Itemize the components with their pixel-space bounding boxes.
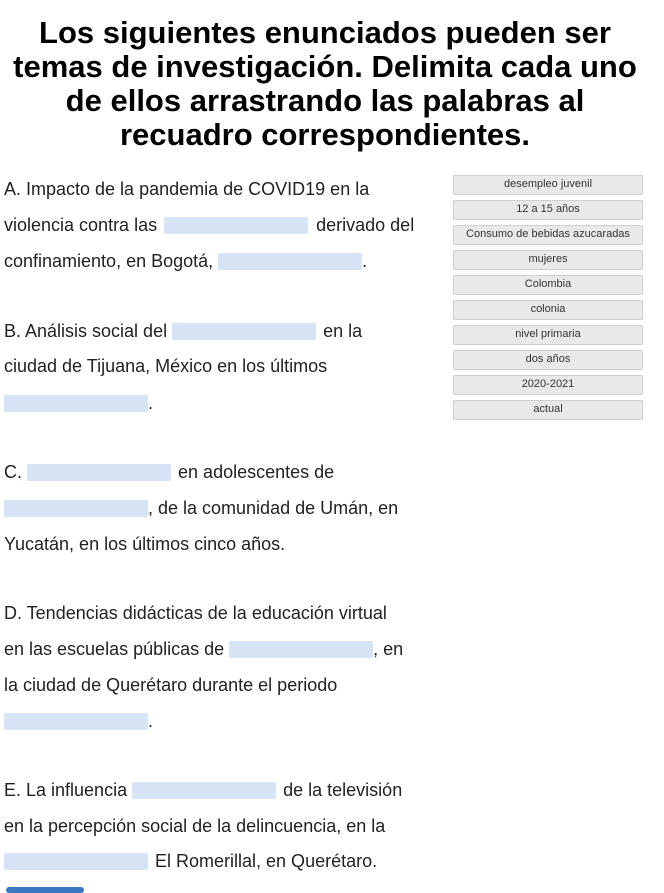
statement-a-text-1: A. Impacto de la pandemia de COVID19 en la — [4, 179, 370, 199]
statement-e-line-3 — [4, 850, 377, 872]
drop-slot-b1[interactable] — [172, 323, 316, 340]
statement-c-text-1b: en adolescentes de — [178, 462, 335, 482]
word-chip[interactable]: 12 a 15 años — [453, 200, 643, 220]
statement-d-line-2 — [4, 638, 403, 660]
statement-b-line-1 — [4, 320, 362, 342]
statement-c-line-1 — [4, 461, 334, 483]
word-chip[interactable]: mujeres — [453, 250, 643, 270]
statement-e-text-3b: El Romerillal, en Querétaro. — [155, 851, 378, 871]
statement-a-text-3b: . — [362, 251, 368, 271]
word-chip[interactable]: actual — [453, 400, 643, 420]
statement-e-line-2 — [4, 815, 385, 837]
statement-d-line-4 — [4, 710, 153, 732]
drop-slot-e1[interactable] — [132, 782, 276, 799]
statement-c-text-1a: C. — [4, 462, 22, 482]
word-chip[interactable]: nivel primaria — [453, 325, 643, 345]
statement-a-text-3a: confinamiento, en Bogotá, — [4, 251, 214, 271]
statement-b-line-2 — [4, 355, 327, 377]
statement-d-text-4b: . — [148, 711, 154, 731]
statement-e-text-1a: E. La influencia — [4, 780, 128, 800]
statement-d-text-2b: , en — [373, 639, 404, 659]
statement-d-line-3 — [4, 674, 337, 696]
drop-slot-c2[interactable] — [4, 500, 148, 517]
statement-a-line-3 — [4, 250, 367, 272]
statement-c-line-3 — [4, 533, 285, 555]
word-chip[interactable]: dos años — [453, 350, 643, 370]
statement-b-text-3b: . — [148, 393, 154, 413]
statement-b-text-2: ciudad de Tijuana, México en los últimos — [4, 356, 328, 376]
statement-e-text-2: en la percepción social de la delincuencia, en la — [4, 816, 386, 836]
word-chip[interactable]: desempleo juvenil — [453, 175, 643, 195]
statement-d-text-2a: en las escuelas públicas de — [4, 639, 225, 659]
drop-slot-d1[interactable] — [229, 641, 373, 658]
next-control-partial[interactable] — [6, 887, 84, 893]
statement-c-text-3: Yucatán, en los últimos cinco años. — [4, 534, 286, 554]
word-chip[interactable]: 2020-2021 — [453, 375, 643, 395]
statement-c-text-2b: , de la comunidad de Umán, en — [148, 498, 399, 518]
word-chip[interactable]: colonia — [453, 300, 643, 320]
instructions-title: Los siguientes enunciados pueden ser temas de investigación. Delimita cada uno de ellos arrastrando las palabras al recuadro correspondientes. — [13, 15, 637, 152]
statement-a-line-1 — [4, 178, 369, 200]
statement-d-text-3: la ciudad de Querétaro durante el periodo — [4, 675, 338, 695]
statement-a-text-2b: derivado del — [316, 215, 415, 235]
statement-a-line-2 — [4, 214, 414, 236]
statement-e-line-1 — [4, 779, 402, 801]
statement-d-text-1: D. Tendencias didácticas de la educación virtual — [4, 603, 387, 623]
statement-e-text-1b: de la televisión — [283, 780, 403, 800]
statement-b-text-1b: en la — [323, 321, 363, 341]
statement-d-line-1 — [4, 602, 387, 624]
drop-slot-a1[interactable] — [164, 217, 308, 234]
drop-slot-c1[interactable] — [27, 464, 171, 481]
drop-slot-b2[interactable] — [4, 395, 148, 412]
drop-slot-a2[interactable] — [218, 253, 362, 270]
word-chip[interactable]: Consumo de bebidas azucaradas — [453, 225, 643, 245]
word-chip[interactable]: Colombia — [453, 275, 643, 295]
statement-b-line-3 — [4, 392, 153, 414]
drop-slot-e2[interactable] — [4, 853, 148, 870]
statement-b-text-1a: B. Análisis social del — [4, 321, 168, 341]
statement-a-text-2a: violencia contra las — [4, 215, 158, 235]
statement-c-line-2 — [4, 497, 398, 519]
drop-slot-d2[interactable] — [4, 713, 148, 730]
word-bank — [453, 175, 643, 425]
